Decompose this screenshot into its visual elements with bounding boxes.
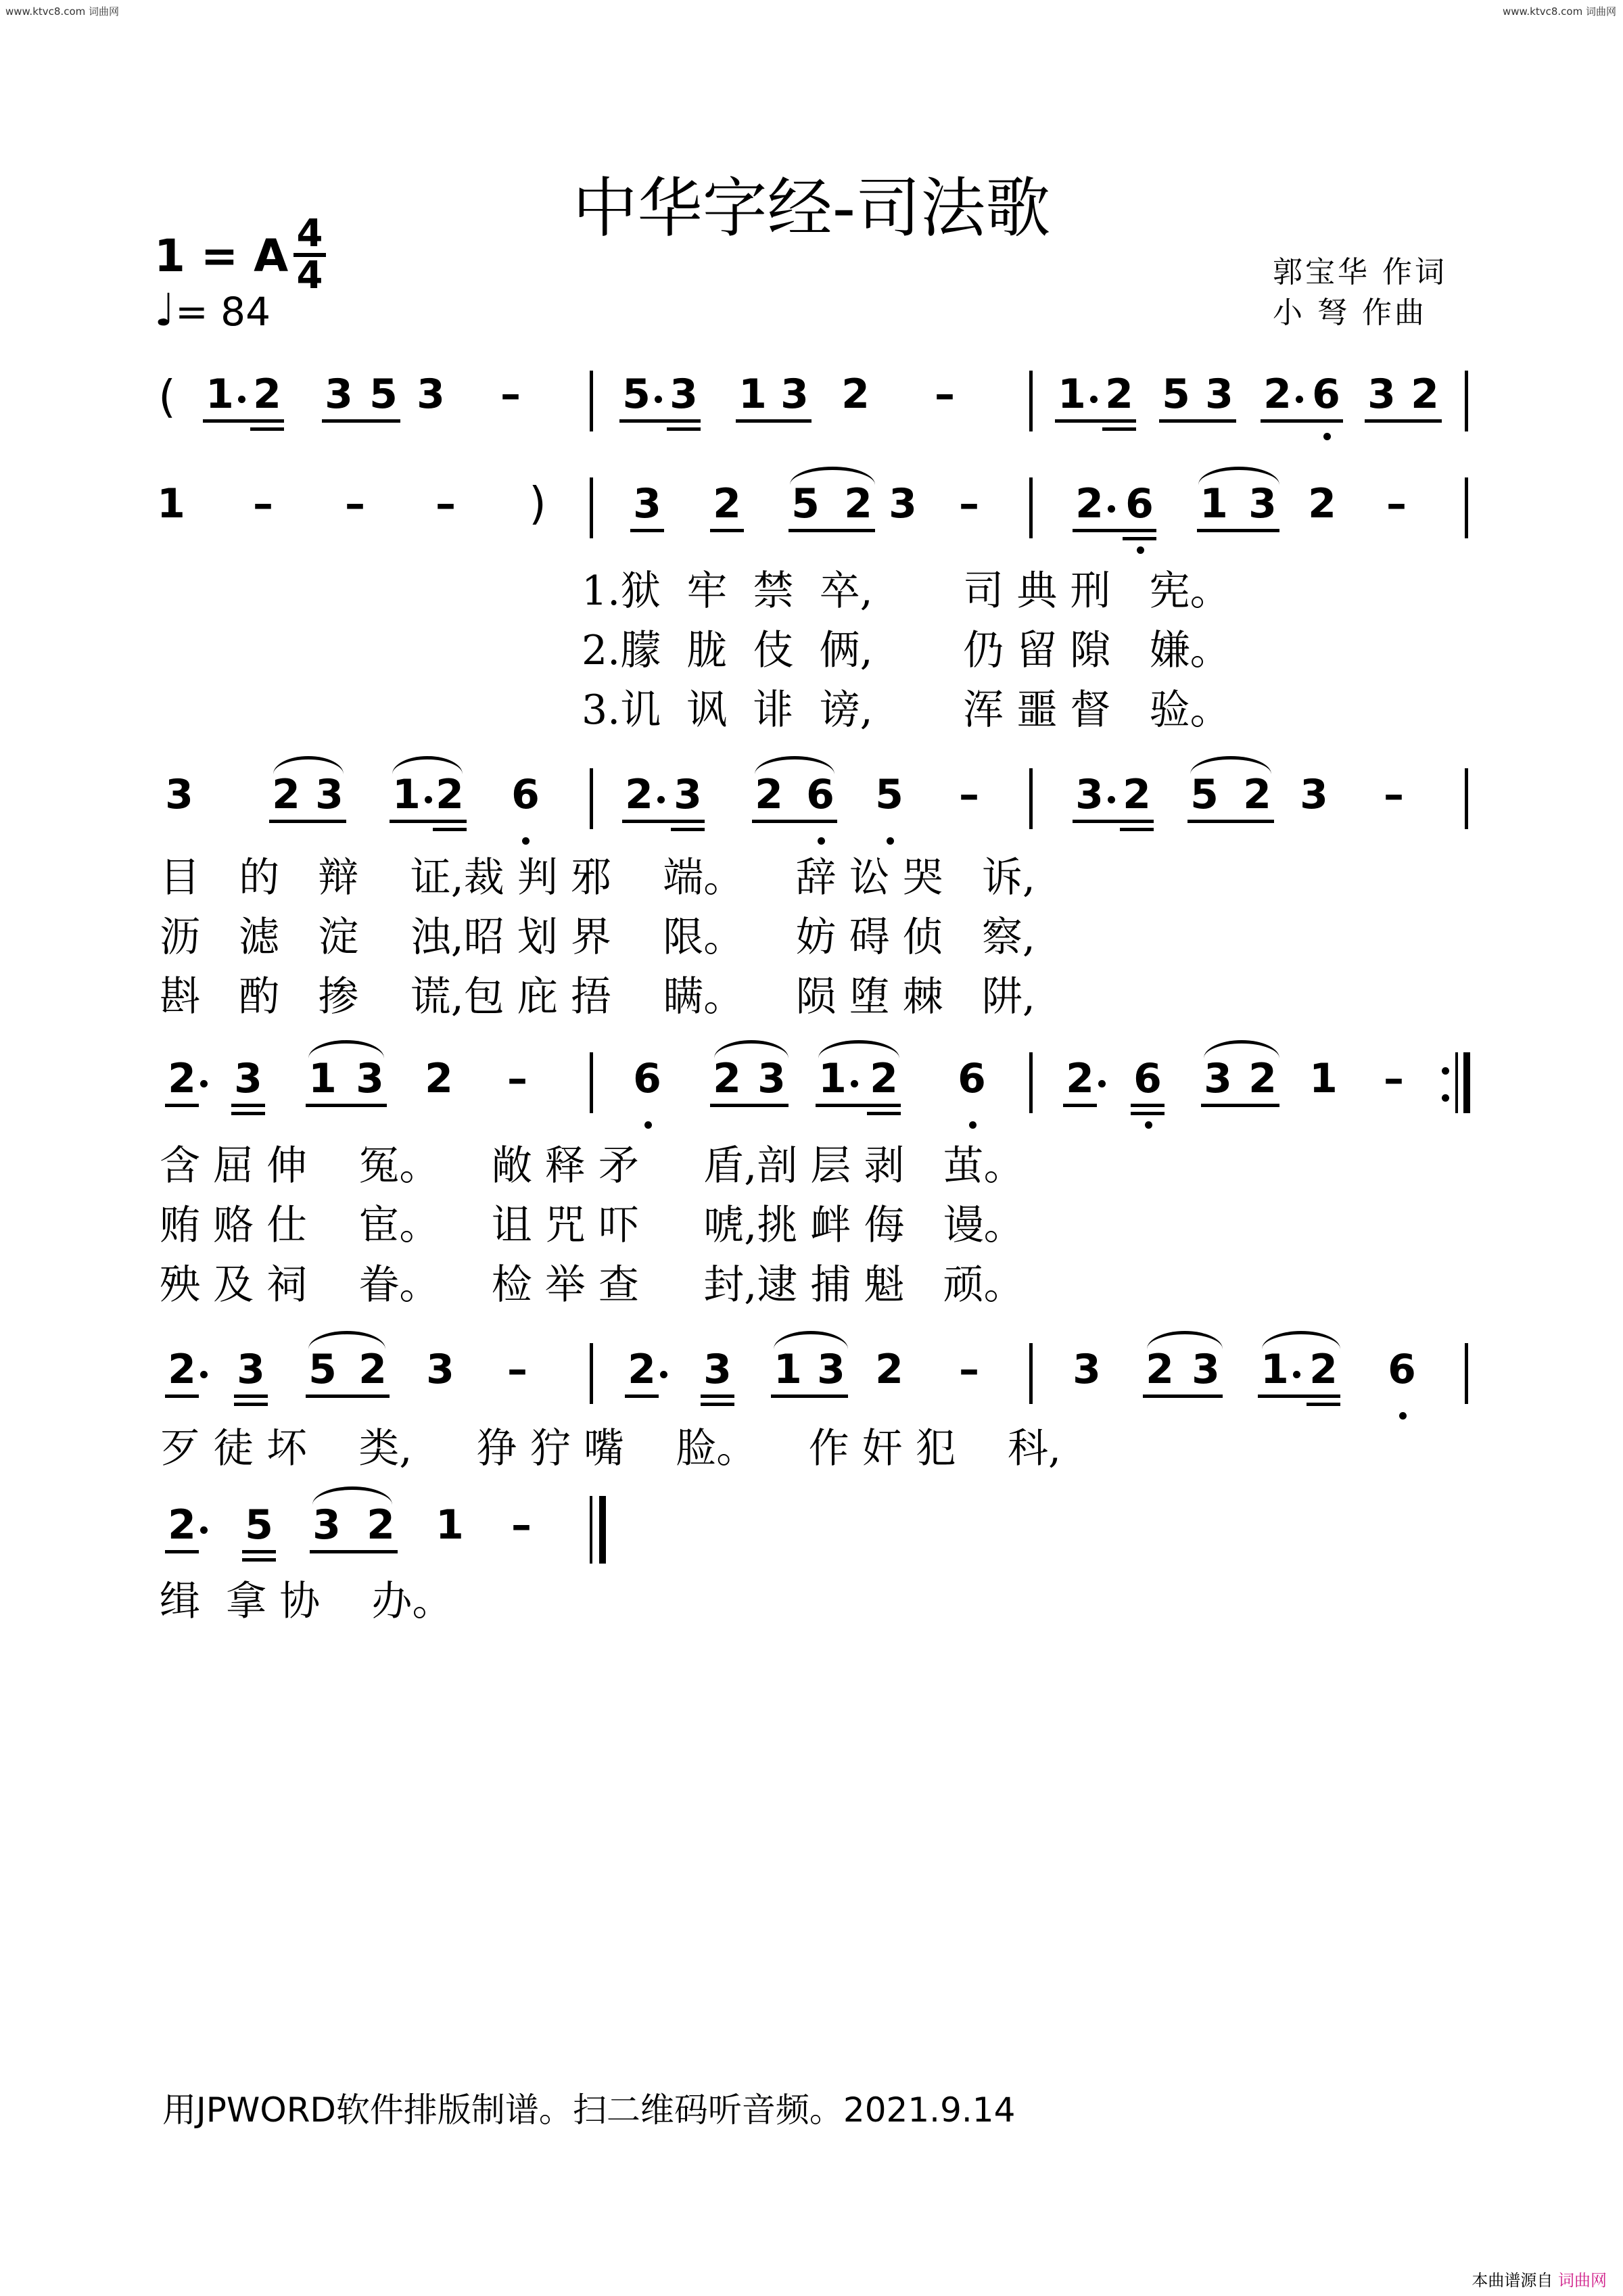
note: 2 — [1263, 371, 1292, 418]
note: 2 — [1066, 1055, 1094, 1102]
note: 2 — [755, 771, 783, 818]
note: 3 — [1248, 480, 1277, 528]
time-signature — [291, 212, 329, 298]
note: 2 — [1105, 371, 1133, 418]
note: 6 — [806, 771, 834, 818]
note: 1 — [157, 480, 185, 528]
note: 3 — [165, 771, 193, 818]
lyric-line: 含 屈 伸 冤。 敞 释 矛 盾,剖 层 剥 茧。 — [160, 1142, 1025, 1190]
note: 6 — [1388, 1346, 1416, 1393]
source-site[interactable]: 词曲网 — [1558, 2271, 1607, 2290]
note: 3 — [1367, 371, 1396, 418]
note: 3 — [312, 1501, 341, 1549]
note: 1 — [738, 371, 767, 418]
note: 2 — [841, 371, 870, 418]
note: 3 — [426, 1346, 454, 1393]
note: 1 — [1200, 480, 1228, 528]
dash: – — [959, 771, 979, 818]
dash: – — [959, 1346, 979, 1393]
note: 3 — [889, 480, 917, 528]
source-badge[interactable] — [1472, 2267, 1607, 2291]
note: 5 — [875, 771, 903, 818]
note: 3 — [817, 1346, 845, 1393]
note: 6 — [1125, 480, 1154, 528]
note: 2 — [875, 1346, 903, 1393]
note: 3 — [1204, 1055, 1232, 1102]
quarter-note-icon: ♩ — [154, 284, 176, 336]
note: 6 — [1312, 371, 1340, 418]
lyric-line: 殃 及 祠 眷。 检 举 查 封,逮 捕 魁 顽。 — [160, 1261, 1025, 1309]
note: 1 — [206, 371, 234, 418]
note: 2 — [168, 1501, 196, 1549]
note: 1 — [436, 1501, 464, 1549]
lyric-line: 目 的 辩 证,裁 判 邪 端。 辞 讼 哭 诉, — [160, 854, 1035, 901]
note: 3 — [1300, 771, 1328, 818]
lyric-line: 缉 拿 协 办。 — [160, 1578, 453, 1625]
note: 3 — [234, 1055, 262, 1102]
note: 2 — [253, 371, 281, 418]
note: 2 — [1411, 371, 1439, 418]
note: 2 — [367, 1501, 395, 1549]
dash: – — [253, 480, 273, 528]
note: 2 — [1243, 771, 1271, 818]
note: 5 — [308, 1346, 337, 1393]
note: 2 — [436, 771, 464, 818]
note: 3 — [315, 771, 344, 818]
note: 1 — [1261, 1346, 1289, 1393]
note: 2 — [168, 1346, 196, 1393]
note: 3 — [674, 771, 702, 818]
source-label: 本曲谱源自 — [1472, 2271, 1553, 2290]
dash: – — [436, 480, 456, 528]
dash: – — [500, 371, 521, 418]
tempo-value: = 84 — [175, 289, 270, 335]
note: 6 — [633, 1055, 661, 1102]
lyric-line: 2.朦 胧 伎 俩, 仍 留 隙 嫌。 — [582, 627, 1231, 674]
note: 2 — [1075, 480, 1104, 528]
dash: – — [1384, 1055, 1404, 1102]
note: 3 — [703, 1346, 732, 1393]
note: 3 — [633, 480, 661, 528]
note: 3 — [757, 1055, 786, 1102]
lyric-line: 沥 滤 淀 浊,昭 划 界 限。 妨 碍 侦 察, — [160, 914, 1035, 961]
note: 2 — [628, 1346, 656, 1393]
lyric-line: 3.讥 讽 诽 谤, 浑 噩 督 验。 — [582, 686, 1231, 734]
paren-close: ) — [529, 477, 546, 530]
note: 5 — [791, 480, 820, 528]
note: 1 — [1309, 1055, 1338, 1102]
note: 1 — [308, 1055, 337, 1102]
dash: – — [507, 1346, 527, 1393]
footer-note: 用JPWORD软件排版制谱。扫二维码听音频。2021.9.14 — [162, 2090, 1016, 2130]
note: 5 — [1162, 371, 1190, 418]
note: 3 — [1075, 771, 1104, 818]
header-left: www.ktvc8.com 词曲网 — [5, 5, 120, 18]
note: 3 — [780, 371, 809, 418]
tempo-marking — [154, 284, 270, 336]
lyric-line: 1.狱 牢 禁 卒, 司 典 刑 宪。 — [582, 567, 1231, 615]
lyricist-credit: 郭宝华 作词 — [1273, 255, 1447, 289]
note: 2 — [425, 1055, 453, 1102]
note: 2 — [1309, 1346, 1338, 1393]
note: 2 — [870, 1055, 898, 1102]
note: 3 — [669, 371, 698, 418]
time-signature-bottom: 4 — [296, 254, 323, 298]
lyric-line: 贿 赂 仕 宦。 诅 咒 吓 唬,挑 衅 侮 谩。 — [160, 1202, 1025, 1249]
note: 6 — [958, 1055, 986, 1102]
note: 1 — [392, 771, 421, 818]
note: 2 — [713, 1055, 741, 1102]
paren-open: ( — [158, 371, 176, 423]
note: 2 — [844, 480, 872, 528]
note: 1 — [1058, 371, 1086, 418]
header-right: www.ktvc8.com 词曲网 — [1502, 5, 1616, 18]
dash: – — [1386, 480, 1407, 528]
composer-credit: 小 弩 作曲 — [1273, 296, 1427, 330]
note: 3 — [1192, 1346, 1220, 1393]
note: 1 — [818, 1055, 847, 1102]
note: 1 — [774, 1346, 802, 1393]
note: 3 — [1205, 371, 1233, 418]
note: 5 — [1190, 771, 1219, 818]
note: 3 — [237, 1346, 265, 1393]
note: 3 — [325, 371, 353, 418]
note: 5 — [622, 371, 651, 418]
dash: – — [507, 1055, 527, 1102]
note: 2 — [625, 771, 653, 818]
note: 3 — [356, 1055, 384, 1102]
dash: – — [1384, 771, 1404, 818]
note: 2 — [1123, 771, 1151, 818]
lyric-line: 斟 酌 掺 谎,包 庇 捂 瞒。 陨 堕 棘 阱, — [160, 973, 1035, 1021]
note: 3 — [1073, 1346, 1101, 1393]
note: 5 — [369, 371, 398, 418]
note: 5 — [245, 1501, 273, 1549]
dash: – — [511, 1501, 532, 1549]
note: 2 — [1308, 480, 1336, 528]
key-signature: 1 = A — [154, 230, 289, 282]
lyric-line: 歹 徒 坏 类, 狰 狞 嘴 脸。 作 奸 犯 科, — [160, 1425, 1062, 1472]
song-title: 中华字经-司法歌 — [572, 170, 1051, 246]
note: 6 — [1133, 1055, 1162, 1102]
note: 2 — [168, 1055, 196, 1102]
dash: – — [345, 480, 365, 528]
dash: – — [935, 371, 955, 418]
time-signature-top: 4 — [296, 212, 323, 256]
note: 3 — [417, 371, 445, 418]
dash: – — [959, 480, 979, 528]
note: 2 — [1146, 1346, 1174, 1393]
note: 2 — [1248, 1055, 1277, 1102]
note: 2 — [713, 480, 741, 528]
note: 2 — [358, 1346, 387, 1393]
note: 6 — [511, 771, 540, 818]
note: 2 — [272, 771, 300, 818]
